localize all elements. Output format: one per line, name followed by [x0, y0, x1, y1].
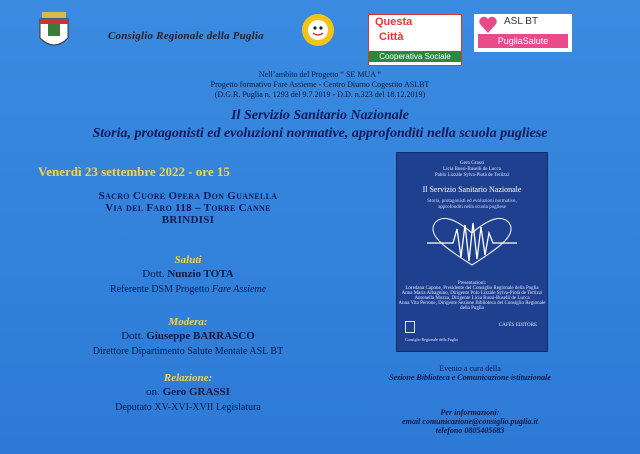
- relazione-heading: Relazione:: [163, 372, 213, 384]
- book-pres-line: Antonella Muzza, Dirigente Licia Bussi-Buselli de Lucca: [414, 296, 530, 301]
- project-line-2: Progetto formativo Fare Assieme - Centro Diurno Cogestito ASLBT: [210, 80, 430, 89]
- info-phone: telefono 0805405683: [435, 426, 505, 435]
- book-presentations: [397, 281, 547, 311]
- venue-line-1: Sacro Cuore Opera Don Guanella: [98, 190, 278, 202]
- book-author: Gero Grassi: [459, 161, 485, 166]
- modera-person: Giuseppe BARRASCO: [146, 330, 255, 342]
- book-pres-line: Anna Vita Perrone, Dirigente Sezione Biblioteca del Consiglio Regionale della Puglia: [398, 301, 546, 311]
- saluti-role-text: Referente DSM Progetto: [109, 284, 210, 295]
- asl-bt-logo: [474, 14, 572, 52]
- book-pres-heading: Presentazioni:: [457, 281, 487, 286]
- project-info: [0, 70, 640, 100]
- book-author: Pablo Lizzàle Sylva-Piotà de Terlizzi: [434, 173, 510, 178]
- relazione-name: [38, 386, 338, 398]
- book-authors: [397, 161, 547, 179]
- modera-name: [38, 330, 338, 342]
- modera-prefix: Dott.: [121, 330, 144, 342]
- book-author: Licia Bussi-Buselli de Lucca: [443, 167, 501, 172]
- book-editor: CAFÈS EDITORE: [498, 323, 537, 328]
- venue-line-2: Via del Faro 118 – Torre Canne: [105, 202, 271, 214]
- event-venue: [38, 190, 338, 226]
- modera-role: Direttore Dipartimento Salute Mentale ASL BT: [92, 346, 284, 357]
- book-publisher: Consiglio Regionale della Puglia: [405, 337, 458, 342]
- book-pres-line: Anna Maria Albagnino, Dirigente Polo Lizzàle Sylva-Piotà de Terlizzi: [401, 291, 543, 296]
- book-cover: [396, 152, 548, 352]
- book-pres-line: Loredana Capone, Presidente del Consiglio Regionale della Puglia: [405, 286, 539, 291]
- sun-logo: [300, 12, 336, 48]
- asl-puglia-salute: PugliaSalute: [478, 34, 568, 48]
- book-subtitle-2: approfonditi nella scuola pugliese: [438, 205, 506, 210]
- relazione-role: Deputato XV-XVI-XVII Legislatura: [115, 402, 261, 413]
- saluti-name: [38, 268, 338, 280]
- heartbeat-heart-icon: [427, 217, 517, 267]
- info-email[interactable]: email comunicazione@consiglio.puglia.it: [402, 417, 538, 426]
- event-by-line-2: Sezione Biblioteca e Comunicazione istituzionale: [389, 373, 551, 382]
- qc-coop-label: Cooperativa Sociale: [369, 51, 461, 62]
- relazione-person: Gero GRASSI: [162, 386, 230, 398]
- event-subtitle: Storia, protagonisti ed evoluzioni normative, approfonditi nella scuola pugliese: [92, 126, 548, 141]
- saluti-person: Nunzio TOTA: [167, 268, 234, 280]
- heart-icon: [478, 16, 498, 34]
- saluti-role: [38, 284, 338, 295]
- puglia-region-emblem: [36, 10, 72, 54]
- contact-info: [350, 408, 590, 435]
- council-emblem-icon: [405, 321, 415, 333]
- event-date: Venerdì 23 settembre 2022 - ore 15: [38, 164, 230, 179]
- event-by: [350, 364, 590, 382]
- modera-heading: Modera:: [168, 316, 208, 328]
- book-title: Il Servizio Sanitario Nazionale: [422, 185, 522, 194]
- project-line-1: Nell’ambito del Progetto “ SE MUA “: [258, 70, 382, 79]
- council-name: Consiglio Regionale della Puglia: [108, 30, 264, 42]
- info-heading: Per informazioni:: [440, 408, 500, 417]
- event-by-line-1: Evento a cura della: [439, 364, 501, 373]
- saluti-heading: Saluti: [174, 254, 202, 266]
- questa-citta-logo: [368, 14, 462, 66]
- asl-name: ASL BT: [504, 16, 539, 27]
- venue-line-3: BRINDISI: [161, 214, 215, 226]
- book-subtitle: [397, 199, 547, 211]
- relazione-prefix: on.: [146, 386, 160, 398]
- book-subtitle-1: Storia, protagonisti ed evoluzioni normative,: [427, 199, 517, 204]
- event-title: Il Servizio Sanitario Nazionale: [231, 108, 409, 123]
- saluti-role-italic: Fare Assieme: [211, 284, 267, 295]
- qc-word1: Questa: [375, 16, 413, 28]
- project-line-3: (D.G.R. Puglia n. 1293 del 9.7.2019 - D.D. n.323 del 18.12.2019): [214, 90, 426, 99]
- saluti-prefix: Dott.: [142, 268, 165, 280]
- qc-word2: Città: [379, 31, 404, 43]
